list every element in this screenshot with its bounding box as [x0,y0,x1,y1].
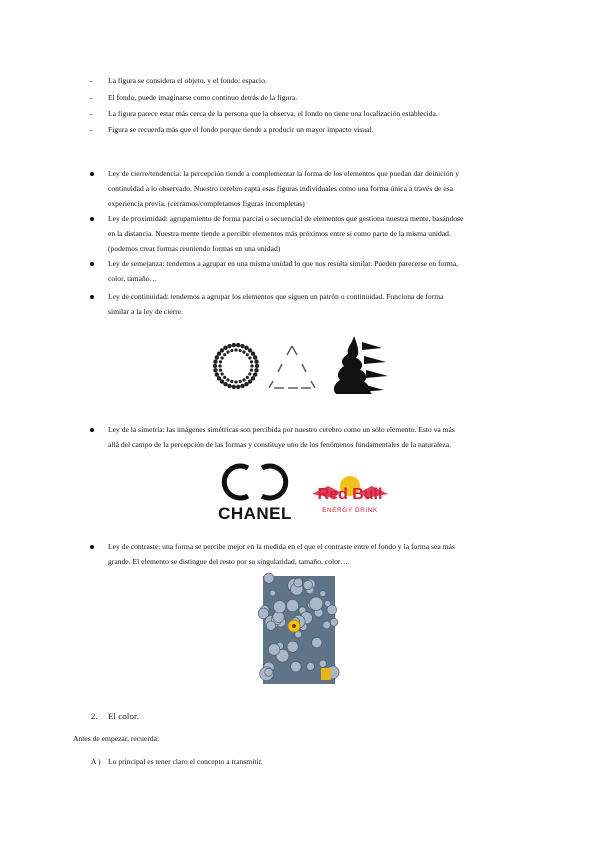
circle-dot [248,356,251,359]
section-title: El color. [108,711,139,721]
circle-dot [246,353,249,356]
circle-dot [250,369,253,372]
law-proximity-line: Ley de proximidad: agrupamiento de forma parcial o secuencial de elementos que gestiona nuestra mente, basándose [108,214,464,223]
circle-dot [217,351,221,355]
grey-flower [294,578,303,587]
circle-dot [220,348,224,352]
grey-flower [303,580,312,589]
grey-flower [264,573,274,583]
circle-dot [234,348,237,351]
law-similarity-line: Ley de semejanza: tendemos a agrupar en una misma unidad lo que nos resulta similar. Pueden parecerse en forma, [108,259,459,268]
circle-dot [217,376,221,380]
circle-dot [221,372,224,375]
circle-dot [240,384,244,388]
circle-dot [234,380,237,383]
dotted-circle-icon [213,343,259,389]
law-closure-line: experiencia previa. (cerramos/completamos figuras incompletas) [108,199,305,208]
law-symmetry-line: allá del campo de la percepción de las formas y constituye uno de los fenómenos fundamentales de la naturaleza. [108,440,452,449]
circle-dot [248,348,252,352]
circle-dot [251,351,255,355]
grey-flower [307,663,315,671]
list-dash: - [90,125,93,134]
circle-dot [246,376,249,379]
circle-dot [223,346,227,350]
circle-dot [255,364,259,368]
circle-dot [213,359,217,363]
grey-flower [268,644,280,656]
circle-dot [239,380,242,383]
chanel-wordmark: CHANEL [218,504,292,523]
grey-flower [319,660,326,667]
circle-dot [253,355,257,359]
circle-dot [230,349,233,352]
grey-flower [270,590,276,596]
law-proximity-line: en la distancia. Nuestra mente tiende a percibir elementos más próximos entre si como parte de la misma unidad. [108,229,451,238]
grey-flower [323,621,331,629]
circle-dot [213,364,217,368]
circle-dot [242,351,245,354]
grey-flower [287,600,299,612]
law-contrast-line: Ley de contraste: una forma se percibe mejor en la medida en el que el contraste entre el fondo y la forma sea más [108,542,455,551]
circle-dot [213,368,217,372]
law-similarity-line: color, tamaño… [108,274,158,283]
intro-text: Antes de empezar, recuerda: [73,734,160,743]
circle-dot [232,343,236,347]
circle-dot [215,355,219,359]
law-closure-line: continuidad a lo observado. Nuestro cerebro capta esas figuras individuales como una forma única a través de esa [108,184,453,193]
gestalt-illustration [212,336,392,396]
circle-dot [223,382,227,386]
contrast-flowers-image [263,576,335,684]
circle-dot [219,360,222,363]
bullet [90,262,94,266]
circle-dot [227,384,231,388]
list-item: El fondo, puede imaginarse como continuo detrás de la figura. [108,93,298,102]
redbull-logo [304,472,396,524]
law-proximity-line: (podemos crear formas reuniendo formas en una unidad) [108,244,281,253]
circle-dot [250,360,253,363]
grey-flower [273,601,285,613]
redbull-subtitle: ENERGY DRINK [322,507,378,514]
grey-flower [287,641,298,652]
circle-dot [242,378,245,381]
list-dash: - [90,76,93,85]
dashed-triangle-icon [269,346,315,388]
bullet [90,217,94,221]
grey-flower [265,668,273,676]
item-a-text: Lo principal es tener claro el concepto a transmitir. [108,757,263,766]
circle-dot [244,346,248,350]
bullet [90,172,94,176]
circle-dot [221,356,224,359]
circle-dot [223,376,226,379]
grey-flower [330,618,338,626]
chanel-logo [210,460,300,522]
circle-dot [218,364,221,367]
circle-dot [244,382,248,386]
circle-dot [254,368,258,372]
circle-dot [248,372,251,375]
bullet [90,295,94,299]
grey-flower [309,597,323,611]
circle-dot [226,351,229,354]
zebra-icon [334,336,388,394]
circle-dot [250,364,253,367]
law-closure-line: Ley de cierre/tendencia: la percepción tiende a complementar la forma de los elementos que puedan dar deinición y [108,169,460,178]
circle-dot [254,359,258,363]
circle-dot [230,380,233,383]
circle-dot [239,349,242,352]
bullet [90,428,94,432]
circle-dot [248,379,252,383]
grey-flower [324,600,330,606]
law-continuity-line: Ley de continuidad: tendemos a agrupar los elementos que siguen un patrón o continuidad. Funciona de forma [108,292,444,301]
grey-flower [266,621,275,630]
circle-dot [219,369,222,372]
circle-dot [232,385,236,389]
circle-dot [240,344,244,348]
circle-dot [223,353,226,356]
circle-dot [220,379,224,383]
circle-dot [236,385,240,389]
law-contrast-line: grande. El elemento se distingue del resto por su singularidad, tamaño, color… [108,557,348,566]
circle-dot [215,372,219,376]
section-number: 2. [91,711,98,721]
redbull-wordmark: Red Bull [317,486,383,503]
law-symmetry-line: Ley de la simetría: las imágenes simétricas son percibida por nuestro cerebro como un sólo elemento. Esto va más [108,425,455,434]
list-dash: - [90,109,93,118]
circle-dot [236,343,240,347]
grey-flower [291,661,302,672]
list-dash: - [90,93,93,102]
list-item: La figura parece estar más cerca de la persona que la observa, el fondo no tiene una localización establecida. [108,109,438,118]
law-continuity-line: similar a la ley de cierre. [108,307,184,316]
item-a-marker: A ) [91,757,101,766]
circle-dot [226,378,229,381]
grey-flower [258,608,269,619]
list-item: Figura se recuerda más que el fondo porque tiende a producir un mayor impacto visual. [108,125,374,134]
bullet [90,545,94,549]
grey-flower [320,590,326,596]
grey-flower [312,637,322,647]
circle-dot [227,344,231,348]
circle-dot [253,372,257,376]
circle-dot [251,376,255,380]
list-item: La figura se considera el objeto, y el fondo: espacio. [108,76,267,85]
